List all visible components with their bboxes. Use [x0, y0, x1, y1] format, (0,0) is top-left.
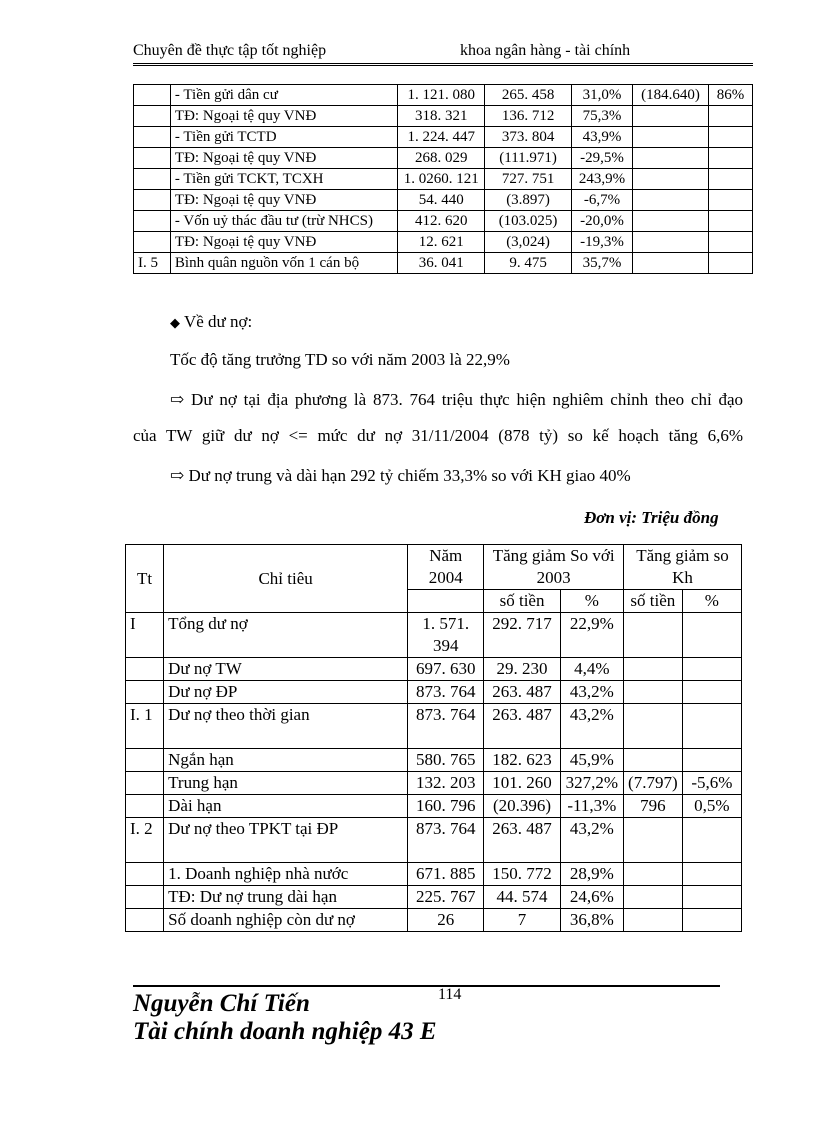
table-cell: Tổng dư nợ [164, 613, 408, 658]
table-cell: TĐ: Dư nợ trung dài hạn [164, 886, 408, 909]
col-percent: % [560, 590, 623, 613]
medium-long-text: Dư nợ trung và dài hạn 292 tỷ chiếm 33,3% so với KH giao 40% [188, 466, 631, 485]
table-cell: 35,7% [572, 253, 633, 274]
table-row [134, 253, 753, 274]
col-year: Năm 2004 [408, 545, 484, 590]
table-cell: Dư nợ theo TPKT tại ĐP [164, 818, 408, 863]
table-cell: 24,6% [560, 886, 623, 909]
table-cell: -29,5% [572, 148, 633, 169]
table-row [126, 818, 742, 863]
table-cell: I. 2 [126, 818, 164, 863]
table-cell [623, 886, 682, 909]
table-cell [134, 169, 171, 190]
table-cell: 36. 041 [398, 253, 485, 274]
table-row [134, 85, 753, 106]
table-cell: 75,3% [572, 106, 633, 127]
table-cell: Số doanh nghiệp còn dư nợ [164, 909, 408, 932]
table-cell [623, 818, 682, 863]
table-cell: 1. 0260. 121 [398, 169, 485, 190]
table-cell [126, 909, 164, 932]
table-cell [623, 749, 682, 772]
table-row [126, 681, 742, 704]
col-amount: số tiền [484, 590, 560, 613]
table-cell: 873. 764 [408, 704, 484, 749]
table-cell: 45,9% [560, 749, 623, 772]
table-row [134, 127, 753, 148]
page-header [133, 38, 753, 66]
arrow-icon: ⇨ [170, 466, 185, 485]
table-cell: 1. 224. 447 [398, 127, 485, 148]
table-cell: 12. 621 [398, 232, 485, 253]
col-change-plan: Tăng giảm so Kh [623, 545, 741, 590]
table-row [126, 749, 742, 772]
table-cell: 265. 458 [485, 85, 572, 106]
table-cell: 1. Doanh nghiệp nhà nước [164, 863, 408, 886]
table-cell [682, 863, 741, 886]
table-cell [682, 886, 741, 909]
local-debt-line1 [133, 390, 743, 410]
table-cell: Dư nợ theo thời gian [164, 704, 408, 749]
table-cell: 873. 764 [408, 681, 484, 704]
header-title: Chuyên đề thực tập tốt nghiệp [133, 42, 327, 59]
debt-heading-text: Về dư nợ: [183, 312, 253, 331]
col-plan-percent: % [682, 590, 741, 613]
table-cell: Dư nợ TW [164, 658, 408, 681]
table-row [126, 704, 742, 749]
table-cell [708, 148, 752, 169]
table-cell: 671. 885 [408, 863, 484, 886]
table-cell: 873. 764 [408, 818, 484, 863]
table-cell: 31,0% [572, 85, 633, 106]
table-cell: 1. 121. 080 [398, 85, 485, 106]
table-cell [633, 148, 709, 169]
table-cell: 43,2% [560, 681, 623, 704]
table-cell: 0,5% [682, 795, 741, 818]
table-cell: 43,2% [560, 818, 623, 863]
table-cell: 243,9% [572, 169, 633, 190]
table-cell: Trung hạn [164, 772, 408, 795]
table-cell: 7 [484, 909, 560, 932]
table-cell [708, 253, 752, 274]
debt-table-body [126, 613, 742, 932]
table-cell: 101. 260 [484, 772, 560, 795]
table-row [126, 886, 742, 909]
table-cell [682, 704, 741, 749]
debt-heading [170, 312, 252, 332]
table-cell [708, 169, 752, 190]
table-cell: 4,4% [560, 658, 623, 681]
table-cell: 132. 203 [408, 772, 484, 795]
table-cell: -19,3% [572, 232, 633, 253]
table-cell: 29. 230 [484, 658, 560, 681]
table-cell [633, 211, 709, 232]
table-cell: 160. 796 [408, 795, 484, 818]
table-cell: 43,9% [572, 127, 633, 148]
table-cell [134, 127, 171, 148]
table-row [126, 658, 742, 681]
table-cell [134, 190, 171, 211]
table-cell: 412. 620 [398, 211, 485, 232]
table-row [134, 190, 753, 211]
col-change-2003: Tăng giảm So với 2003 [484, 545, 624, 590]
table-cell [633, 106, 709, 127]
local-debt-text1: Dư nợ tại địa phương là 873. 764 triệu thực hiện nghiêm chỉnh theo chỉ đạo [191, 390, 744, 409]
table-cell: 150. 772 [484, 863, 560, 886]
table-cell: -5,6% [682, 772, 741, 795]
table-cell: 44. 574 [484, 886, 560, 909]
table-cell [708, 232, 752, 253]
table-cell: 9. 475 [485, 253, 572, 274]
table-cell: (7.797) [623, 772, 682, 795]
table-cell [126, 863, 164, 886]
table-cell [623, 658, 682, 681]
table-cell [682, 658, 741, 681]
table-cell: (103.025) [485, 211, 572, 232]
table-cell [682, 909, 741, 932]
table-cell [633, 169, 709, 190]
table-cell: (3.897) [485, 190, 572, 211]
table-cell: 580. 765 [408, 749, 484, 772]
table-cell [633, 127, 709, 148]
table-cell: 263. 487 [484, 704, 560, 749]
table-cell: 22,9% [560, 613, 623, 658]
table-cell [126, 772, 164, 795]
table-cell: 263. 487 [484, 681, 560, 704]
table-cell: -6,7% [572, 190, 633, 211]
table-row [134, 169, 753, 190]
col-tt: Tt [126, 545, 164, 613]
table-cell [134, 232, 171, 253]
growth-text: Tốc độ tăng trưởng TD so với năm 2003 là 22,9% [170, 350, 510, 369]
table-cell: - Tiền gửi TCTD [170, 127, 397, 148]
arrow-icon: ⇨ [170, 390, 185, 409]
table-row [126, 795, 742, 818]
table-cell: (20.396) [484, 795, 560, 818]
table-cell [708, 127, 752, 148]
table-cell: 318. 321 [398, 106, 485, 127]
table-cell [633, 253, 709, 274]
medium-long-line [170, 466, 631, 486]
table-cell: TĐ: Ngoại tệ quy VNĐ [170, 148, 397, 169]
table-row [134, 232, 753, 253]
table-row [126, 909, 742, 932]
table-cell: 1. 571. 394 [408, 613, 484, 658]
table-cell [134, 148, 171, 169]
footer-rule [133, 985, 720, 987]
table-cell: Ngắn hạn [164, 749, 408, 772]
table-cell: 86% [708, 85, 752, 106]
table-cell: (111.971) [485, 148, 572, 169]
author-name: Nguyễn Chí Tiến [133, 990, 310, 1017]
table-cell [708, 211, 752, 232]
table-cell [126, 658, 164, 681]
table-cell [126, 681, 164, 704]
unit-label: Đơn vị: Triệu đồng [584, 508, 719, 527]
capital-table-body [134, 85, 753, 274]
table-cell: (184.640) [633, 85, 709, 106]
table-row [134, 148, 753, 169]
table-cell: (3,024) [485, 232, 572, 253]
table-cell: 182. 623 [484, 749, 560, 772]
table-cell: -20,0% [572, 211, 633, 232]
table-cell [682, 818, 741, 863]
table-cell: 727. 751 [485, 169, 572, 190]
local-debt-line2: của TW giữ dư nợ <= mức dư nợ 31/11/2004 (878 tỷ) so kế hoạch tăng 6,6% [133, 426, 743, 445]
table-cell: 54. 440 [398, 190, 485, 211]
header-department: khoa ngân hàng - tài chính [460, 42, 631, 59]
table-cell [682, 613, 741, 658]
table-cell: TĐ: Ngoại tệ quy VNĐ [170, 232, 397, 253]
table-cell [134, 211, 171, 232]
table-cell: 796 [623, 795, 682, 818]
table-cell: I [126, 613, 164, 658]
capital-table [133, 84, 753, 274]
table-cell: 697. 630 [408, 658, 484, 681]
table-cell: I. 1 [126, 704, 164, 749]
table-cell [126, 795, 164, 818]
table-row [126, 863, 742, 886]
table-cell [623, 909, 682, 932]
table-cell: 225. 767 [408, 886, 484, 909]
table-cell [682, 749, 741, 772]
table-cell: 36,8% [560, 909, 623, 932]
table-row [126, 613, 742, 658]
table-cell: 26 [408, 909, 484, 932]
table-cell [682, 681, 741, 704]
table-cell: - Vốn uỷ thác đầu tư (trừ NHCS) [170, 211, 397, 232]
col-year-sub [408, 590, 484, 613]
table-cell: Dài hạn [164, 795, 408, 818]
table-cell: TĐ: Ngoại tệ quy VNĐ [170, 190, 397, 211]
table-cell: 373. 804 [485, 127, 572, 148]
table-cell: - Tiền gửi TCKT, TCXH [170, 169, 397, 190]
table-cell: TĐ: Ngoại tệ quy VNĐ [170, 106, 397, 127]
table-cell [623, 681, 682, 704]
table-cell: Dư nợ ĐP [164, 681, 408, 704]
col-plan-amount: số tiền [623, 590, 682, 613]
debt-table [125, 544, 742, 932]
table-cell: 292. 717 [484, 613, 560, 658]
table-cell [126, 749, 164, 772]
table-cell [623, 613, 682, 658]
page-number: 114 [438, 986, 462, 1003]
table-cell [623, 863, 682, 886]
col-chi-tieu: Chỉ tiêu [164, 545, 408, 613]
table-cell: 43,2% [560, 704, 623, 749]
table-cell: 327,2% [560, 772, 623, 795]
table-cell [708, 190, 752, 211]
table-cell [126, 886, 164, 909]
table-cell: I. 5 [134, 253, 171, 274]
table-cell [623, 704, 682, 749]
table-cell [134, 106, 171, 127]
table-cell: 28,9% [560, 863, 623, 886]
table-cell: 268. 029 [398, 148, 485, 169]
table-cell [633, 232, 709, 253]
table-cell: - Tiền gửi dân cư [170, 85, 397, 106]
bullet-icon: ◆ [170, 315, 180, 330]
table-row [134, 211, 753, 232]
table-cell: Bình quân nguồn vốn 1 cán bộ [170, 253, 397, 274]
table-cell: 263. 487 [484, 818, 560, 863]
table-cell [134, 85, 171, 106]
table-cell: 136. 712 [485, 106, 572, 127]
table-row [134, 106, 753, 127]
table-cell [708, 106, 752, 127]
table-cell [633, 190, 709, 211]
table-cell: -11,3% [560, 795, 623, 818]
table-row [126, 772, 742, 795]
author-class: Tài chính doanh nghiệp 43 E [133, 1018, 437, 1045]
header-rule [133, 63, 753, 66]
